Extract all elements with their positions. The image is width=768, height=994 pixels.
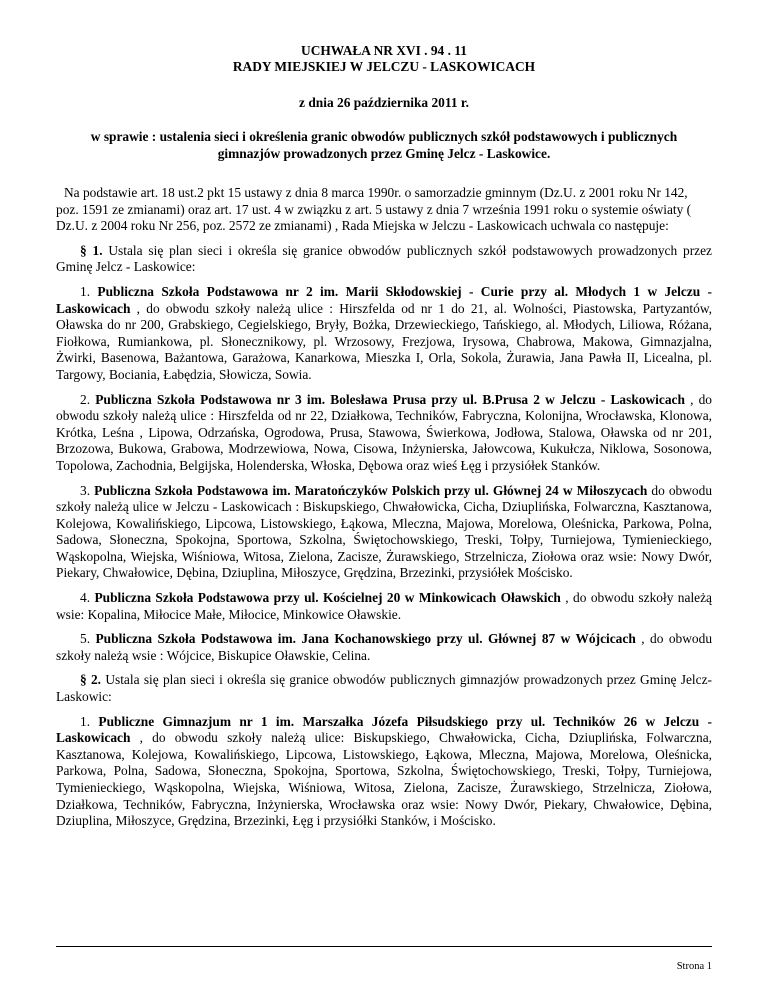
- school-name: Publiczna Szkoła Podstawowa im. Jana Kochanowskiego przy ul. Głównej 87 w Wójcicach: [95, 631, 636, 647]
- page-number: Strona 1: [676, 961, 712, 972]
- school-name: Publiczne Gimnazjum nr 1 im. Marszałka Józefa Piłsudskiego przy ul. Techników 26 w Jelczu - Laskowicach: [56, 713, 713, 746]
- council-name: RADY MIEJSKIEJ W JELCZU - LASKOWICACH: [232, 59, 536, 74]
- resolution-number: UCHWAŁA NR XVI . 94 . 11: [301, 43, 467, 58]
- intro-paragraph: Na podstawie art. 18 ust.2 pkt 15 ustawy z dnia 8 marca 1990r. o samorzadzie gminnym (Dz.U. z 2001 roku Nr 142, poz. 1591 ze zmianami) oraz art. 17 ust. 4 w związku z art. 5 ustawy z dnia 7 września 1991 roku o systemie oświaty ( Dz.U. z 2004 roku Nr 256, poz. 2572 ze zmianami) , Rada Miejska w Jelczu - Laskowicach uchwala co następuje:: [56, 185, 692, 234]
- district-description: , do obwodu szkoły należą ulice : Hirszfelda od nr 1 do 21, al. Wolności, Piastowska, Partyzantów, Oławska do nr 200, Grabskiego, Cegielskiego, Bryły, Bożka, Drzewieckiego, Tańskiego, al. Młodych, Liliowa, Różana, Fiołkowa, Rumiankowa, pl. Słonecznikowy, pl. Wrzosowy, Frezjowa, Irysowa, Chabrowa, Makowa, Gimnazjalna, Żwirki, Basenowa, Bażantowa, Garażowa, Kanarkowa, Mieszka I, Orla, Sokola, Żurawia, Jana Pawła II, Licealna, pl. Targowy, Bociania, Łabędzia, Słowicza, Sowia.: [56, 300, 712, 382]
- school-name: Publiczna Szkoła Podstawowa nr 2 im. Marii Skłodowskiej - Curie przy al. Młodych 1 w Jelczu - Laskowicach: [56, 283, 713, 316]
- document-body: [56, 185, 712, 830]
- school-name: Publiczna Szkoła Podstawowa przy ul. Kościelnej 20 w Minkowicach Oławskich: [94, 590, 561, 606]
- district-description: do obwodu szkoły należą ulice w Jelczu - Laskowicach : Biskupskiego, Chwałowicka, Cicha, Dziuplińska, Folwarczna, Kasztanowa, Kolejowa, Kowalińskiego, Lipcowa, Listowskiego, Łąkowa, Mleczna, Majowa, Morelowa, Oleśnicka, Parkowa, Polna, Sadowa, Słoneczna, Spokojna, Sportowa, Szkolna, Świętochowskiego, Treski, Tołpy, Turniejowa, Tymienieckiego, Wąskopolna, Wiejska, Wiśniowa, Witosa, Zielona, Zacisze, Żurawskiego, Strzelnicza, Ziołowa oraz wsie: Nowy Dwór, Piekary, Chwałowice, Dębina, Dziuplina, Miłoszyce, Grędzina, Brzezinki, przysiółek Mościsko.: [56, 482, 713, 581]
- item-number: 2.: [80, 391, 96, 407]
- section-2-text: Ustala się plan sieci i określa się granice obwodów publicznych gimnazjów prowadzonych przez Gminę Jelcz-Laskowic:: [56, 672, 712, 705]
- section-1-paragraph: [56, 243, 712, 276]
- section-1-mark: § 1.: [80, 242, 103, 258]
- district-description: , do obwodu szkoły należą ulice : Hirszfelda od nr 22, Działkowa, Techników, Fabryczna, Kolonijna, Wrocławska, Klonowa, Krótka, Leśna , Lipowa, Odrzańska, Ogrodowa, Prusa, Stawowa, Świerkowa, Jodłowa, Stalowa, Oławska od nr 201, Brzozowa, Bukowa, Grabowa, Modrzewiowa, Nowa, Cisowa, Inżynierska, Jałowcowa, Kukułcza, Niklowa, Sosonowa, Topolowa, Zachodnia, Belgijska, Holenderska, Włoska, Dębowa oraz wieś Łęg i przysiółek Stanków.: [56, 391, 713, 473]
- school-item-4: [56, 590, 712, 623]
- school-item-1: [56, 284, 712, 384]
- resolution-subject: w sprawie : ustalenia sieci i określenia granic obwodów publicznych szkół podstawowych i publicznych gimnazjów prowadzonych przez Gminę Jelcz - Laskowice.: [90, 129, 678, 161]
- resolution-date: z dnia 26 października 2011 r.: [299, 95, 469, 110]
- section-2-mark: § 2.: [80, 672, 102, 688]
- school-name: Publiczna Szkoła Podstawowa im. Maratończyków Polskich przy ul. Głównej 24 w Miłoszycach: [94, 482, 648, 498]
- school-item-5: [56, 631, 712, 664]
- item-number: 1.: [80, 713, 99, 729]
- district-description: , do obwodu szkoły należą wsie: Kopalina, Miłocice Małe, Miłocice, Minkowice Oławskie.: [56, 590, 712, 622]
- district-description: , do obwodu szkoły należą wsie : Wójcice, Biskupice Oławskie, Celina.: [56, 631, 713, 663]
- item-number: 3.: [80, 482, 95, 498]
- section-1-text: Ustala się plan sieci i określa się granice obwodów publicznych szkół podstawowych prowadzonych przez Gminę Jelcz - Laskowice:: [56, 242, 712, 275]
- school-name: Publiczna Szkoła Podstawowa nr 3 im. Bolesława Prusa przy ul. B.Prusa 2 w Jelczu - Laskowicach: [95, 391, 685, 407]
- gymnasium-item-1: [56, 714, 712, 830]
- district-description: , do obwodu szkoły należą ulice: Biskupskiego, Chwałowicka, Cicha, Dziuplińska, Folwarczna, Kasztanowa, Kolejowa, Kowalińskiego, Lipcowa, Listowskiego, Łąkowa, Mleczna, Majowa, Morelowa, Oleśnicka, Parkowa, Polna, Sadowa, Słoneczna, Spokojna, Sportowa, Szkolna, Świętochowskiego, Treski, Tołpy, Turniejowa, Tymienieckiego, Wąskopolna, Wiejska, Wiśniowa, Witosa, Zielona, Zacisze, Żurawskiego, Strzelnicza, Ziołowa, Działkowa, Techników, Fabryczna, Inżynierska, Wrocławska oraz wsie: Nowy Dwór, Piekary, Chwałowice, Dębina, Dziuplina, Miłoszyce, Grędzina, Brzezinki, Łęg i przysiółki Stanków, i Mościsko.: [56, 730, 712, 829]
- school-item-2: [56, 392, 712, 475]
- school-item-3: [56, 483, 712, 583]
- section-2-paragraph: [56, 672, 712, 705]
- item-number: 5.: [80, 631, 96, 647]
- item-number: 4.: [80, 590, 95, 606]
- footer-divider: [56, 946, 712, 947]
- item-number: 1.: [80, 283, 98, 299]
